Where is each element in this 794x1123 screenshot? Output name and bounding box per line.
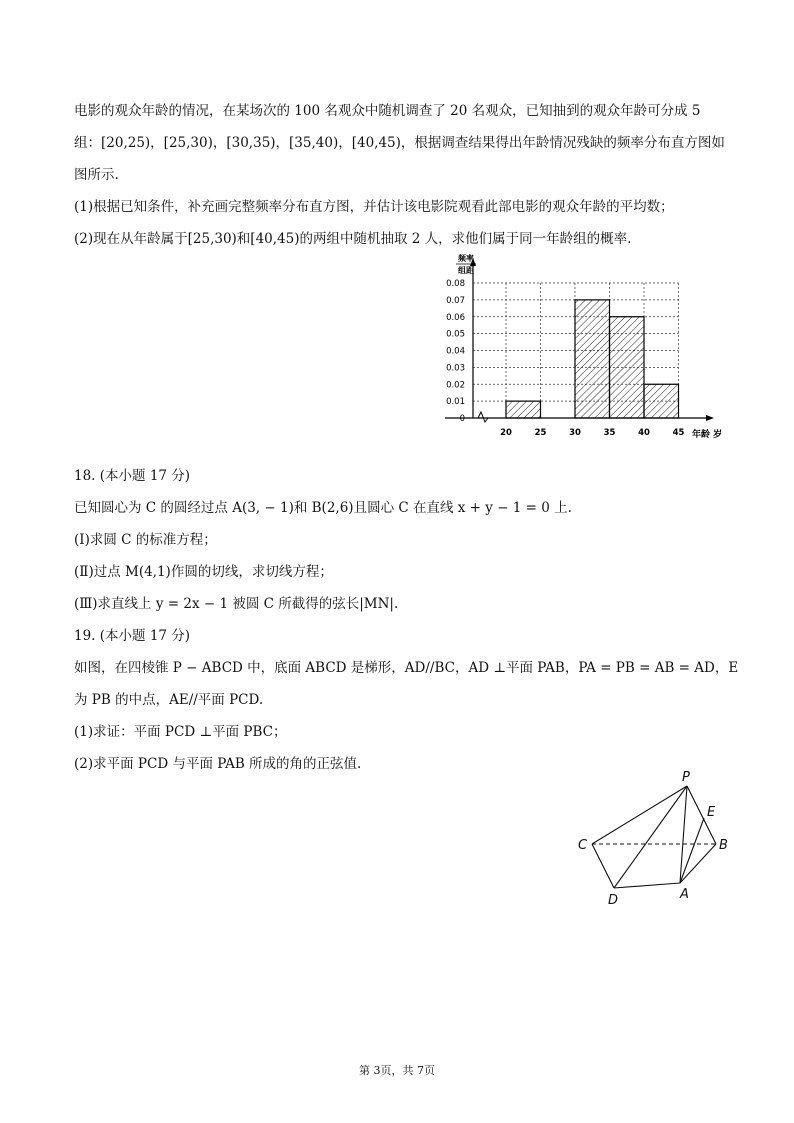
y-tick-label-3: 0.05 [446, 329, 465, 340]
x-tick-label-1: 25 [534, 428, 547, 438]
y-tick-label-4: 0.04 [446, 346, 465, 357]
x-tick-label-4: 40 [638, 428, 650, 438]
p19-header: 19. (本小题 17 分) [74, 628, 191, 644]
x-axis-label: 年龄 岁 [692, 430, 723, 440]
p18-question-3: (Ⅲ)求直线上 y = 2x − 1 被圆 C 所截得的弦长|MN|. [74, 596, 399, 612]
label-C: C [578, 838, 588, 853]
p18-question-1: (Ⅰ)求圆 C 的标准方程； [74, 532, 217, 548]
p17-question-2: (2)现在从年龄属于[25,30)和[40,45)的两组中随机抽取 2 人，求他们属于同一年龄组的概率. [74, 231, 632, 247]
edge-CD [592, 844, 614, 888]
x-tick-label-2: 30 [569, 428, 581, 438]
p18-question-2: (Ⅱ)过点 M(4,1)作圆的切线，求切线方程； [74, 564, 333, 580]
label-A: A [680, 887, 689, 902]
bar-35-40 [610, 317, 645, 418]
p19-question-2: (2)求平面 PCD 与平面 PAB 所成的角的正弦值. [74, 756, 362, 772]
label-E: E [707, 805, 716, 820]
p17-line3: 图所示. [74, 167, 119, 183]
x-axis-arrow [706, 415, 714, 421]
pyramid-figure [570, 766, 740, 911]
y-tick-label-5: 0.03 [446, 363, 465, 374]
y-label-bottom: 组距 [458, 266, 474, 275]
y-axis-label [456, 253, 476, 275]
frequency-histogram [430, 250, 740, 445]
p18-stem: 已知圆心为 C 的圆经过点 A(3, − 1)和 B(2,6)且圆心 C 在直线 x + y − 1 = 0 上. [74, 500, 572, 516]
x-tick-label-0: 20 [500, 428, 512, 438]
page-footer: 第 3页，共 7页 [359, 1064, 435, 1077]
label-P: P [682, 770, 690, 785]
p17-question-1: (1)根据已知条件，补充画完整频率分布直方图，并估计该电影院观看此部电影的观众年龄的平均数； [74, 199, 674, 215]
y-label-top: 频率 [458, 254, 474, 263]
p19-question-1: (1)求证：平面 PCD ⊥平面 PBC； [74, 724, 287, 740]
x-tick-label-5: 45 [672, 428, 685, 438]
y-tick-labels [446, 279, 465, 424]
y-tick-label-1: 0.07 [446, 295, 465, 306]
p19-stem-line1: 如图，在四棱锥 P − ABCD 中，底面 ABCD 是梯形，AD//BC，AD ⊥平面 PAB，PA = PB = AB = AD，E [74, 660, 739, 676]
axis-break-mark [478, 412, 488, 422]
p19-stem-line2: 为 PB 的中点，AE//平面 PCD. [74, 692, 264, 708]
y-tick-label-6: 0.02 [446, 380, 465, 391]
y-tick-label-2: 0.06 [446, 312, 465, 323]
label-B: B [719, 838, 728, 853]
x-tick-labels [500, 428, 684, 438]
y-tick-label-0: 0.08 [446, 279, 465, 289]
edge-DA [614, 883, 680, 888]
y-tick-label-8: 0 [459, 414, 465, 424]
p17-line2: 组：[20,25)，[25,30)，[30,35)，[35,40)，[40,45)，根据调查结果得出年龄情况残缺的频率分布直方图如 [74, 135, 725, 151]
bar-30-35 [575, 300, 610, 418]
edge-PC [592, 786, 687, 844]
p18-header: 18. (本小题 17 分) [74, 468, 191, 484]
edge-AB [680, 844, 716, 883]
label-D: D [608, 893, 619, 908]
y-tick-label-7: 0.01 [446, 397, 465, 408]
edge-PD [614, 786, 687, 888]
bar-40-45 [644, 384, 679, 418]
x-tick-label-3: 35 [603, 428, 616, 438]
bar-20-25 [506, 401, 541, 418]
histogram-bars [506, 300, 679, 418]
p17-line1: 电影的观众年龄的情况，在某场次的 100 名观众中随机调查了 20 名观众，已知抽到的观众年龄可分成 5 [74, 103, 701, 119]
